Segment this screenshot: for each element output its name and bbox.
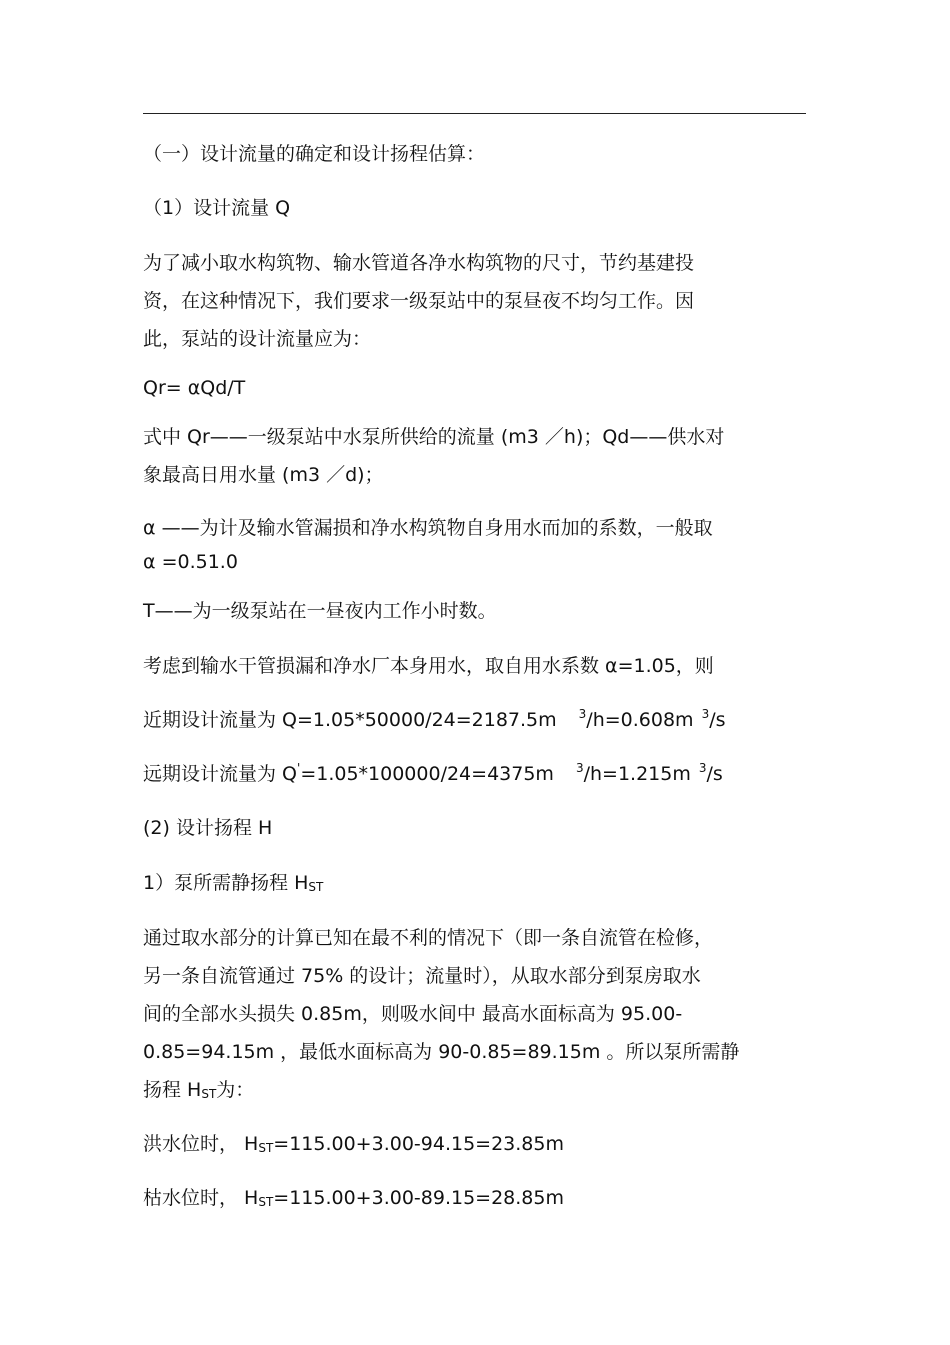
text-run: =115.00+3.00-94.15=23.85m: [273, 1133, 564, 1155]
header-rule: [143, 113, 806, 114]
subscript: ST: [308, 880, 324, 894]
text-run: /s: [709, 709, 726, 731]
subscript: ST: [258, 1195, 274, 1209]
subsection-heading-head: (2) 设计扬程 H: [143, 817, 273, 839]
text-run: 远期设计流量为 Q: [143, 763, 297, 785]
formula-line: Qr= αQd/T: [143, 377, 246, 399]
text-run: 洪水位时， H: [143, 1133, 259, 1155]
paragraph-line: 为了减小取水构筑物、输水管道各净水构筑物的尺寸，节约基建投: [143, 252, 695, 274]
paragraph-line: 象最高日用水量 (m3 ／d)；: [143, 464, 384, 486]
text-run: 近期设计流量为 Q=1.05*50000/24=2187.5m: [143, 709, 557, 731]
dry-level-formula: [143, 1186, 564, 1210]
prime-mark: ': [297, 761, 301, 775]
paragraph-line: T——为一级泵站在一昼夜内工作小时数。: [143, 600, 497, 622]
subsection-heading-flow: （1）设计流量 Q: [143, 197, 291, 219]
text-run: 1）泵所需静扬程 H: [143, 872, 309, 894]
paragraph-line: 式中 Qr——一级泵站中水泵所供给的流量 (m3 ／h)；Qd——供水对: [143, 426, 725, 448]
text-run: =115.00+3.00-89.15=28.85m: [273, 1187, 564, 1209]
superscript: 3: [698, 761, 707, 775]
text-run: 扬程 H: [143, 1079, 202, 1101]
paragraph-line: 0.85=94.15m ，最低水面标高为 90-0.85=89.15m 。所以泵所需静: [143, 1041, 740, 1063]
superscript: 3: [701, 707, 710, 721]
near-term-flow-line: [143, 708, 726, 732]
paragraph-line: 此，泵站的设计流量应为：: [143, 328, 372, 350]
paragraph-line: 通过取水部分的计算已知在最不利的情况下（即一条自流管在检修，: [143, 927, 714, 949]
text-run: 枯水位时， H: [143, 1187, 259, 1209]
paragraph-line: 资，在这种情况下，我们要求一级泵站中的泵昼夜不均匀工作。因: [143, 290, 695, 312]
paragraph-line: α ——为计及输水管漏损和净水构筑物自身用水而加的系数，一般取: [143, 517, 713, 539]
text-run: /h=0.608m: [586, 709, 694, 731]
superscript: 3: [578, 707, 587, 721]
paragraph-line: [143, 1078, 254, 1102]
static-head-heading: [143, 871, 323, 895]
text-run: 为：: [216, 1079, 255, 1101]
paragraph-line: α =0.51.0: [143, 551, 238, 573]
text-run: /h=1.215m: [583, 763, 691, 785]
text-run: /s: [706, 763, 723, 785]
flood-level-formula: [143, 1132, 564, 1156]
superscript: 3: [575, 761, 584, 775]
paragraph-line: 另一条自流管通过 75% 的设计；流量时），从取水部分到泵房取水: [143, 965, 701, 987]
subscript: ST: [258, 1141, 274, 1155]
text-run: =1.05*100000/24=4375m: [300, 763, 554, 785]
long-term-flow-line: [143, 762, 723, 786]
paragraph-line: 间的全部水头损失 0.85m，则吸水间中 最高水面标高为 95.00-: [143, 1003, 683, 1025]
subscript: ST: [201, 1087, 217, 1101]
paragraph-line: 考虑到输水干管损漏和净水厂本身用水，取自用水系数 α=1.05，则: [143, 655, 714, 677]
section-heading: （一）设计流量的确定和设计扬程估算：: [143, 143, 486, 165]
